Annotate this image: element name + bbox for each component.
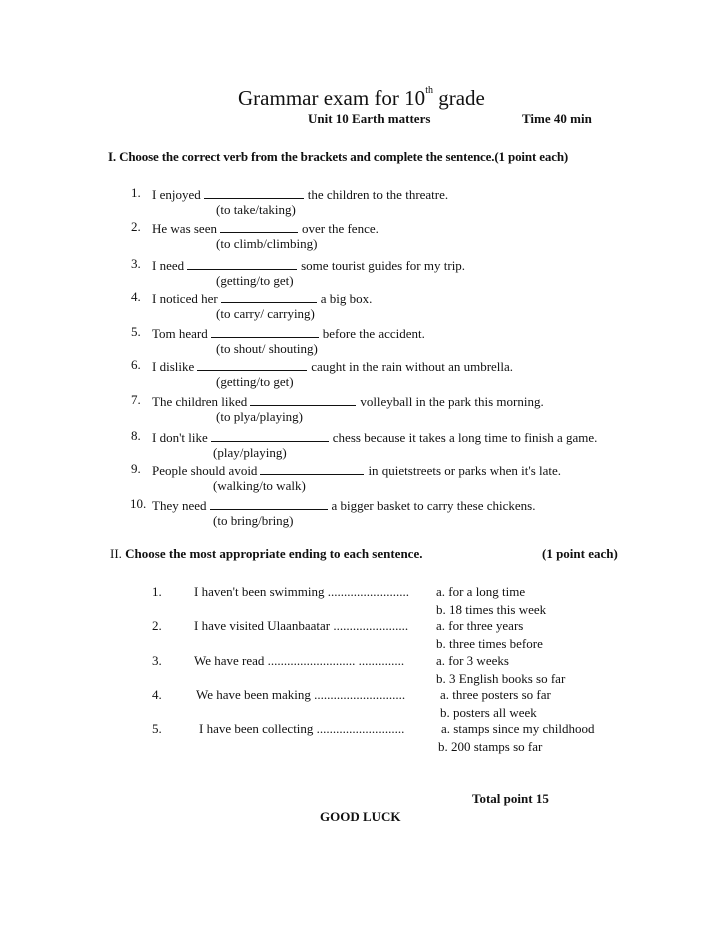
sentence-text <box>152 219 379 237</box>
item-number: 3. <box>152 653 162 668</box>
sentence-end: in quietstreets or parks when it's late. <box>368 463 562 478</box>
verb-options: (getting/to get) <box>216 273 294 288</box>
item-number: 6. <box>131 357 141 372</box>
verb-options: (to take/taking) <box>216 202 296 217</box>
sentence-start: People should avoid <box>152 463 258 478</box>
item-number: 2. <box>152 618 162 633</box>
item-number: 9. <box>131 461 141 476</box>
sentence-text <box>152 256 465 274</box>
section1-heading: I. Choose the correct verb from the brackets and complete the sentence.(1 point each) <box>108 149 569 164</box>
sentence-end: caught in the rain without an umbrella. <box>311 359 514 374</box>
good-luck: GOOD LUCK <box>320 809 401 824</box>
verb-options: (walking/to walk) <box>213 478 306 493</box>
sentence-end: before the accident. <box>322 326 425 341</box>
sentence-text <box>152 496 535 514</box>
sentence-text <box>152 461 561 479</box>
sentence-end: chess because it takes a long time to finish a game. <box>332 430 598 445</box>
sentence-start: I need <box>152 258 185 273</box>
option-b[interactable]: b. 3 English books so far <box>436 671 566 686</box>
answer-blank[interactable] <box>210 496 328 510</box>
sentence-text <box>152 289 372 307</box>
sentence-start: I haven't been swimming ......................... <box>194 584 410 599</box>
item-number: 5. <box>152 721 162 736</box>
option-a[interactable]: a. for three years <box>436 618 524 633</box>
verb-options: (to carry/ carrying) <box>216 306 315 321</box>
sentence-start: I dislike <box>152 359 195 374</box>
item-number: 10. <box>130 496 147 511</box>
item-number: 2. <box>131 219 141 234</box>
sentence-end: volleyball in the park this morning. <box>360 394 544 409</box>
sentence-start: I noticed her <box>152 291 218 306</box>
time-limit: Time 40 min <box>522 111 592 126</box>
verb-options: (to climb/climbing) <box>216 236 318 251</box>
option-a[interactable]: a. stamps since my childhood <box>441 721 595 736</box>
option-b[interactable]: b. posters all week <box>440 705 537 720</box>
option-a[interactable]: a. for 3 weeks <box>436 653 509 668</box>
answer-blank[interactable] <box>250 392 356 406</box>
answer-blank[interactable] <box>260 461 364 475</box>
sentence-text <box>152 357 513 375</box>
sentence-end: a bigger basket to carry these chickens. <box>331 498 536 513</box>
sentence-start: I have been collecting ........................... <box>199 721 405 736</box>
verb-options: (to plya/playing) <box>216 409 304 424</box>
answer-blank[interactable] <box>221 289 317 303</box>
option-a[interactable]: a. three posters so far <box>440 687 551 702</box>
answer-blank[interactable] <box>197 357 307 371</box>
page-title: Grammar exam for 10th grade <box>238 85 485 110</box>
unit-title: Unit 10 Earth matters <box>308 111 431 126</box>
sentence-start: We have been making ............................ <box>196 687 406 702</box>
sentence-start: The children liked <box>152 394 248 409</box>
sentence-text <box>152 185 448 203</box>
item-number: 4. <box>152 687 162 702</box>
sentence-start: He was seen <box>152 221 217 236</box>
sentence-start: We have read ........................... .............. <box>194 653 405 668</box>
sentence-start: I don't like <box>152 430 208 445</box>
sentence-text <box>152 428 597 446</box>
item-number: 3. <box>131 256 141 271</box>
verb-options: (to bring/bring) <box>213 513 294 528</box>
item-number: 7. <box>131 392 141 407</box>
sentence-text <box>152 392 544 410</box>
sentence-end: the children to the threatre. <box>307 187 449 202</box>
sentence-start: They need <box>152 498 207 513</box>
item-number: 8. <box>131 428 141 443</box>
verb-options: (getting/to get) <box>216 374 294 389</box>
sentence-start: Tom heard <box>152 326 208 341</box>
sentence-text <box>152 324 425 342</box>
sentence-end: over the fence. <box>301 221 379 236</box>
option-b[interactable]: b. 18 times this week <box>436 602 547 617</box>
option-b[interactable]: b. three times before <box>436 636 543 651</box>
answer-blank[interactable] <box>204 185 304 199</box>
verb-options: (to shout/ shouting) <box>216 341 318 356</box>
item-number: 4. <box>131 289 141 304</box>
answer-blank[interactable] <box>220 219 298 233</box>
sentence-start: I have visited Ulaanbaatar ....................... <box>194 618 409 633</box>
sentence-end: some tourist guides for my trip. <box>301 258 466 273</box>
section2-heading: II. Choose the most appropriate ending to each sentence. <box>110 546 423 561</box>
sentence-start: I enjoyed <box>152 187 201 202</box>
verb-options: (play/playing) <box>213 445 287 460</box>
section2-points: (1 point each) <box>542 546 618 561</box>
item-number: 1. <box>152 584 162 599</box>
option-b[interactable]: b. 200 stamps so far <box>438 739 543 754</box>
sentence-end: a big box. <box>320 291 373 306</box>
answer-blank[interactable] <box>211 428 329 442</box>
answer-blank[interactable] <box>187 256 297 270</box>
option-a[interactable]: a. for a long time <box>436 584 526 599</box>
item-number: 5. <box>131 324 141 339</box>
total-points: Total point 15 <box>472 791 549 806</box>
item-number: 1. <box>131 185 141 200</box>
answer-blank[interactable] <box>211 324 319 338</box>
